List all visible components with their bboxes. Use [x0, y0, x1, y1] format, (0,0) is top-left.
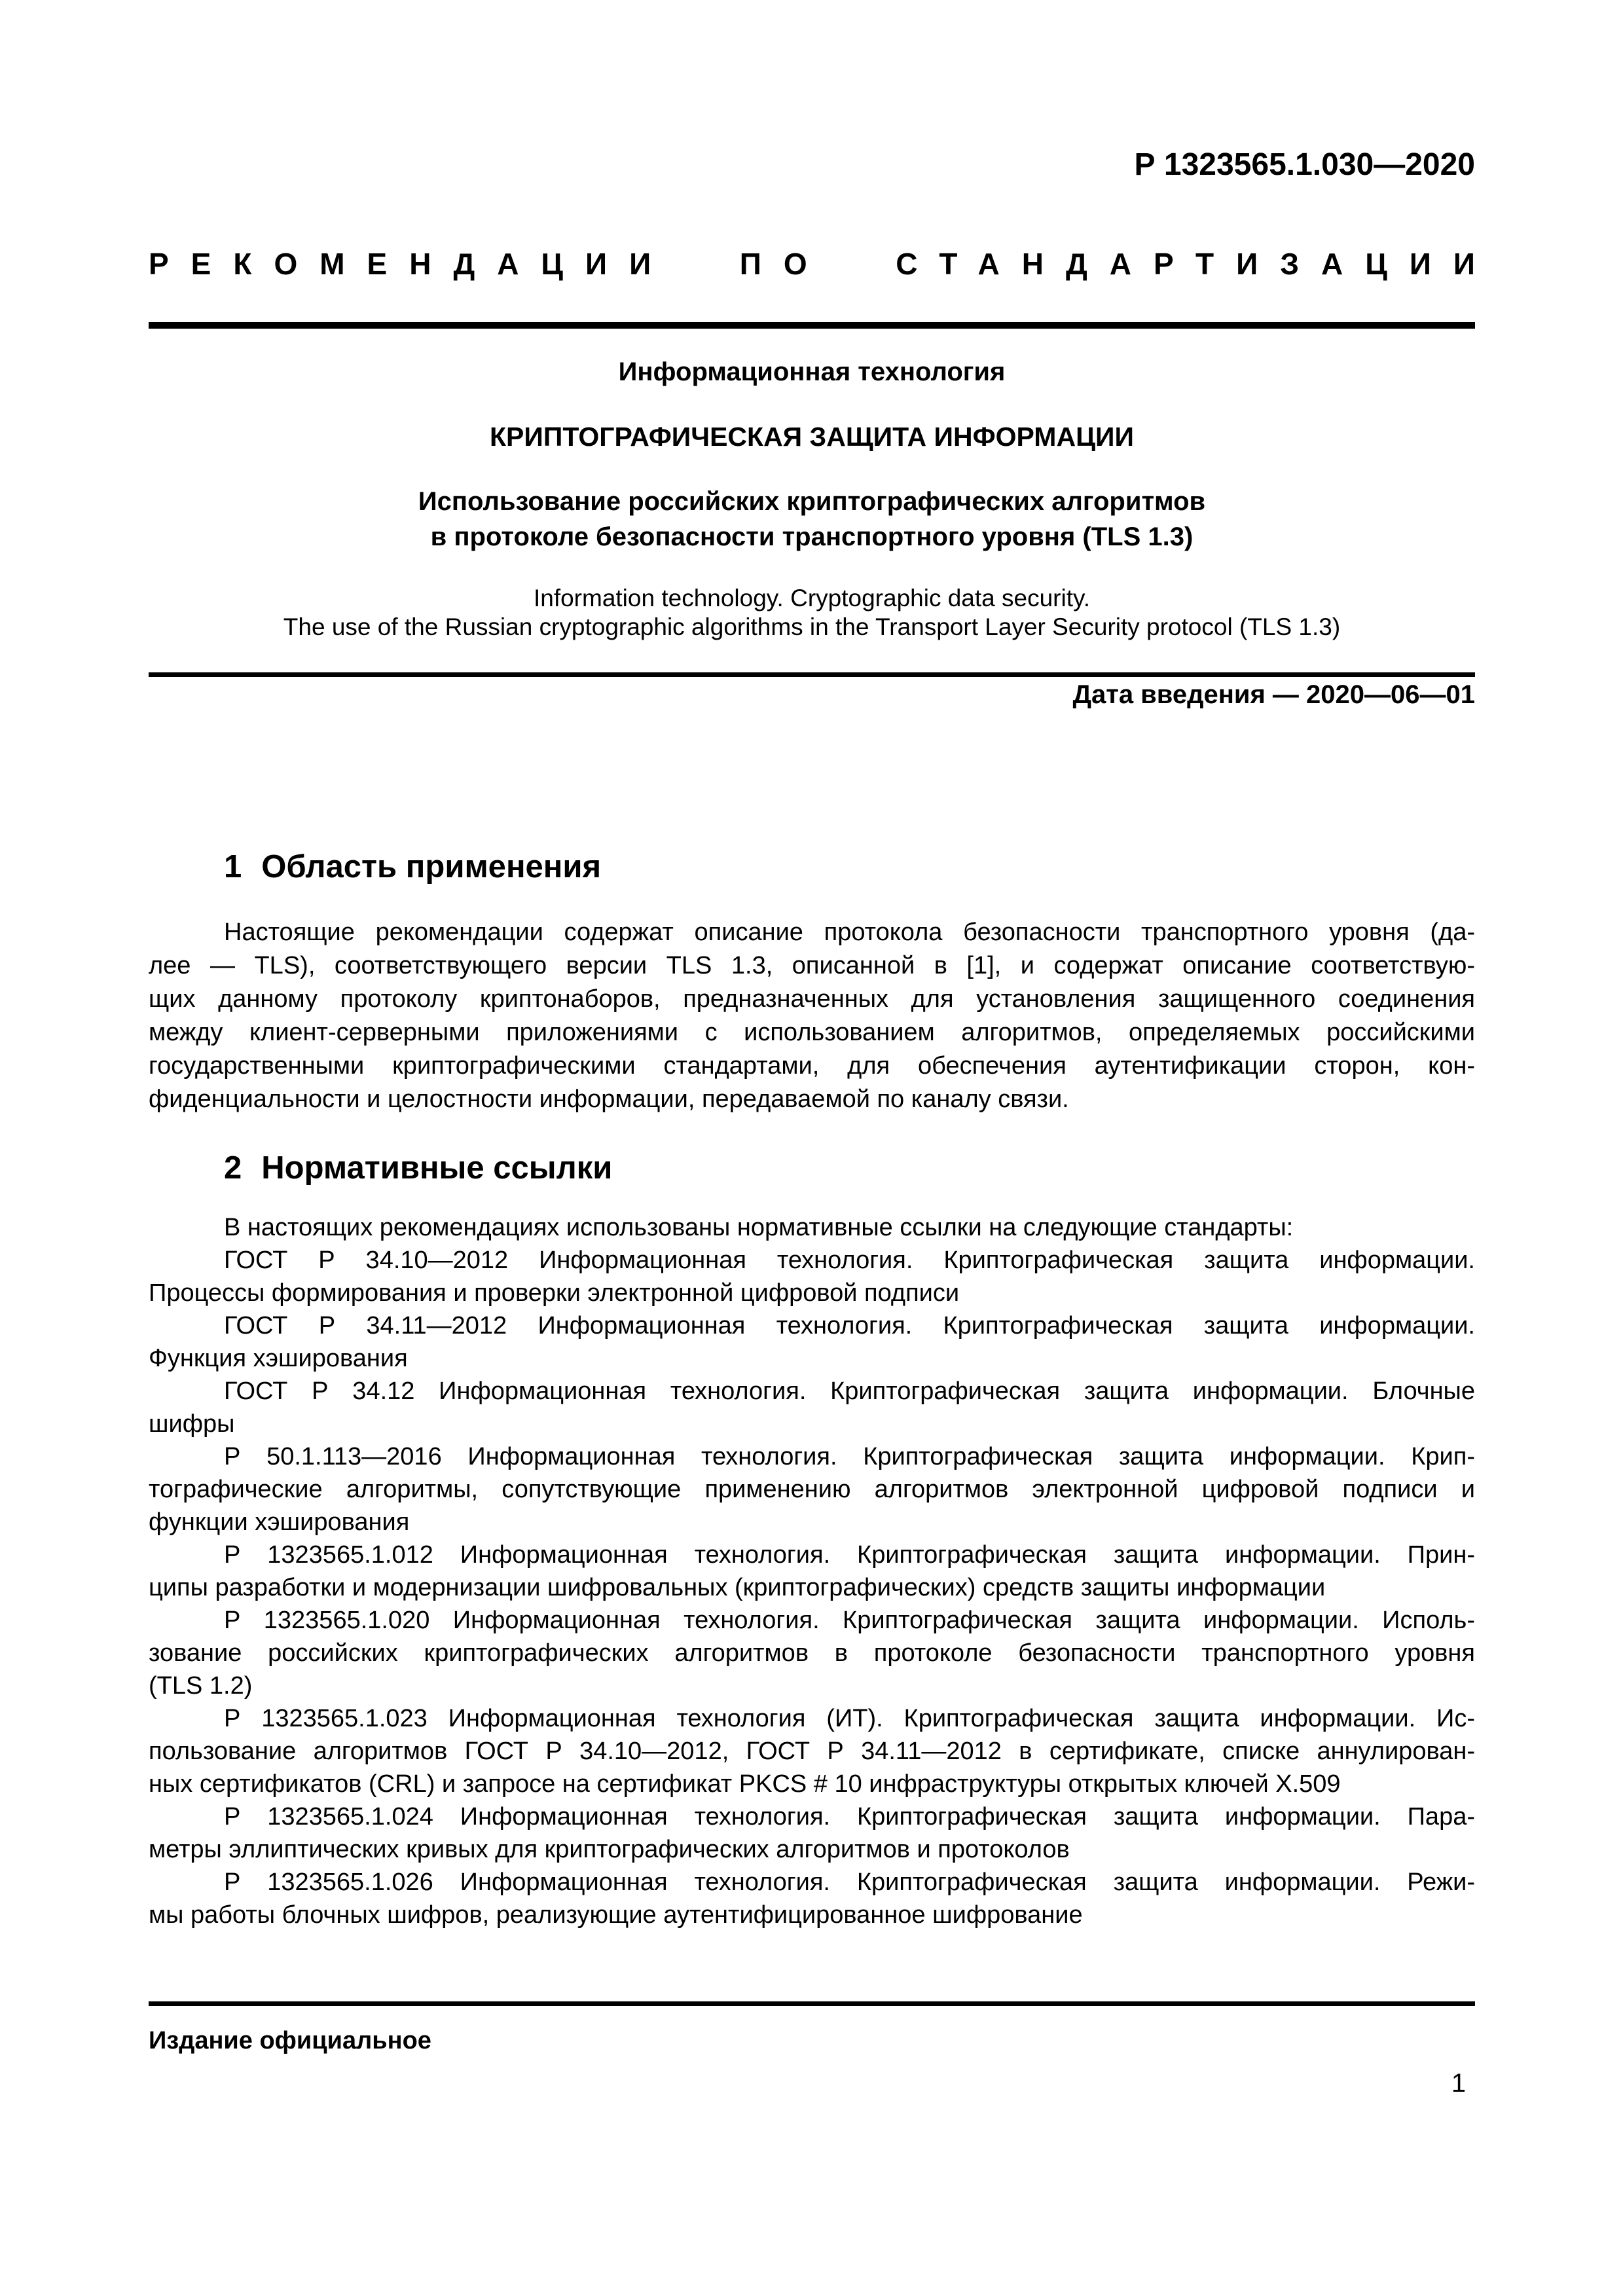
text-line: Р 1323565.1.020 Информационная технология. Криптографическая защита информации. Исполь- — [224, 1607, 1475, 1634]
kind-header-word: РЕКОМЕНДАЦИИ — [149, 247, 674, 281]
main-title: КРИПТОГРАФИЧЕСКАЯ ЗАЩИТА ИНФОРМАЦИИ — [490, 422, 1134, 452]
text-line: (TLS 1.2) — [149, 1672, 253, 1700]
section-1-paragraph — [149, 916, 1475, 1116]
standard-kind-header — [149, 246, 1497, 282]
subject-title: Информационная технология — [618, 357, 1006, 386]
effective-date: Дата введения — 2020—06—01 — [1072, 680, 1475, 709]
text-line: Настоящие рекомендации содержат описание протокола безопасности транспортного уровня (да- — [224, 919, 1475, 946]
section-title: Нормативные ссылки — [261, 1150, 613, 1186]
text-line: В настоящих рекомендациях использованы нормативные ссылки на следующие стандарты: — [224, 1214, 1294, 1241]
doc-number: Р 1323565.1.030—2020 — [1134, 147, 1475, 182]
text-line: Р 1323565.1.023 Информационная технология (ИТ). Криптографическая защита информации. Ис- — [224, 1705, 1475, 1732]
kind-header-word: ПО — [739, 247, 830, 281]
text-line: мы работы блочных шифров, реализующие аутентифицированное шифрование — [149, 1901, 1083, 1929]
text-line: Р 1323565.1.012 Информационная технология. Криптографическая защита информации. Прин- — [224, 1541, 1475, 1569]
text-line: Функция хэширования — [149, 1345, 408, 1372]
edition-note: Издание официальное — [149, 2027, 431, 2054]
text-line: метры эллиптических кривых для криптографических алгоритмов и протоколов — [149, 1836, 1070, 1863]
english-title-line: The use of the Russian cryptographic algorithms in the Transport Layer Security protocol (TLS 1.3) — [283, 613, 1341, 640]
page-number: 1 — [1451, 2069, 1466, 2098]
section-2-paragraphs — [149, 1211, 1475, 1931]
text-line: лее — TLS), соответствующего версии TLS 1.3, описанной в [1], и содержат описание соответствую- — [149, 952, 1475, 979]
text-line: ных сертификатов (CRL) и запросе на сертификат PKCS # 10 инфраструктуры открытых ключей X.509 — [149, 1770, 1341, 1798]
title-divider-rule — [149, 672, 1475, 677]
text-line: Р 50.1.113—2016 Информационная технология. Криптографическая защита информации. Крип- — [224, 1443, 1475, 1470]
text-line: Р 1323565.1.024 Информационная технология. Криптографическая защита информации. Пара- — [224, 1803, 1475, 1831]
text-line: ГОСТ Р 34.10—2012 Информационная технология. Криптографическая защита информации. — [224, 1247, 1475, 1274]
text-line: государственными криптографическими стандартами, для обеспечения аутентификации сторон, кон- — [149, 1052, 1475, 1080]
text-line: Р 1323565.1.026 Информационная технология. Криптографическая защита информации. Режи- — [224, 1868, 1475, 1896]
section-2-heading — [149, 1150, 1475, 1186]
text-line: функции хэширования — [149, 1508, 410, 1536]
text-line: пользование алгоритмов ГОСТ Р 34.10—2012, ГОСТ Р 34.11—2012 в сертификате, списке аннулирован- — [149, 1738, 1475, 1765]
kind-header-word: СТАНДАРТИЗАЦИИ — [896, 247, 1497, 281]
section-number: 2 — [224, 1150, 242, 1186]
text-line: тографические алгоритмы, сопутствующие применению алгоритмов электронной цифровой подписи и — [149, 1476, 1475, 1503]
top-divider-rule — [149, 322, 1475, 329]
footer-divider-rule — [149, 2001, 1475, 2006]
text-line: Процессы формирования и проверки электронной цифровой подписи — [149, 1279, 960, 1307]
text-line: шифры — [149, 1410, 235, 1438]
section-1-heading — [149, 848, 1475, 885]
english-title-line: Information technology. Cryptographic data security. — [533, 585, 1091, 611]
text-line: ГОСТ Р 34.12 Информационная технология. Криптографическая защита информации. Блочные — [224, 1377, 1475, 1405]
text-line: фиденциальности и целостности информации, передаваемой по каналу связи. — [149, 1085, 1069, 1113]
text-line: щих данному протоколу криптонаборов, предназначенных для установления защищенного соединения — [149, 985, 1475, 1013]
section-title: Область применения — [261, 849, 602, 884]
text-line: ГОСТ Р 34.11—2012 Информационная технология. Криптографическая защита информации. — [224, 1312, 1475, 1339]
section-number: 1 — [224, 849, 242, 884]
text-line: между клиент-серверными приложениями с использованием алгоритмов, определяемых российскими — [149, 1019, 1475, 1046]
subtitle-line: в протоколе безопасности транспортного уровня (TLS 1.3) — [430, 522, 1194, 551]
text-line: ципы разработки и модернизации шифровальных (криптографических) средств защиты информации — [149, 1574, 1326, 1601]
subtitle-line: Использование российских криптографических алгоритмов — [418, 487, 1206, 516]
text-line: зование российских криптографических алгоритмов в протоколе безопасности транспортного уровня — [149, 1639, 1475, 1667]
